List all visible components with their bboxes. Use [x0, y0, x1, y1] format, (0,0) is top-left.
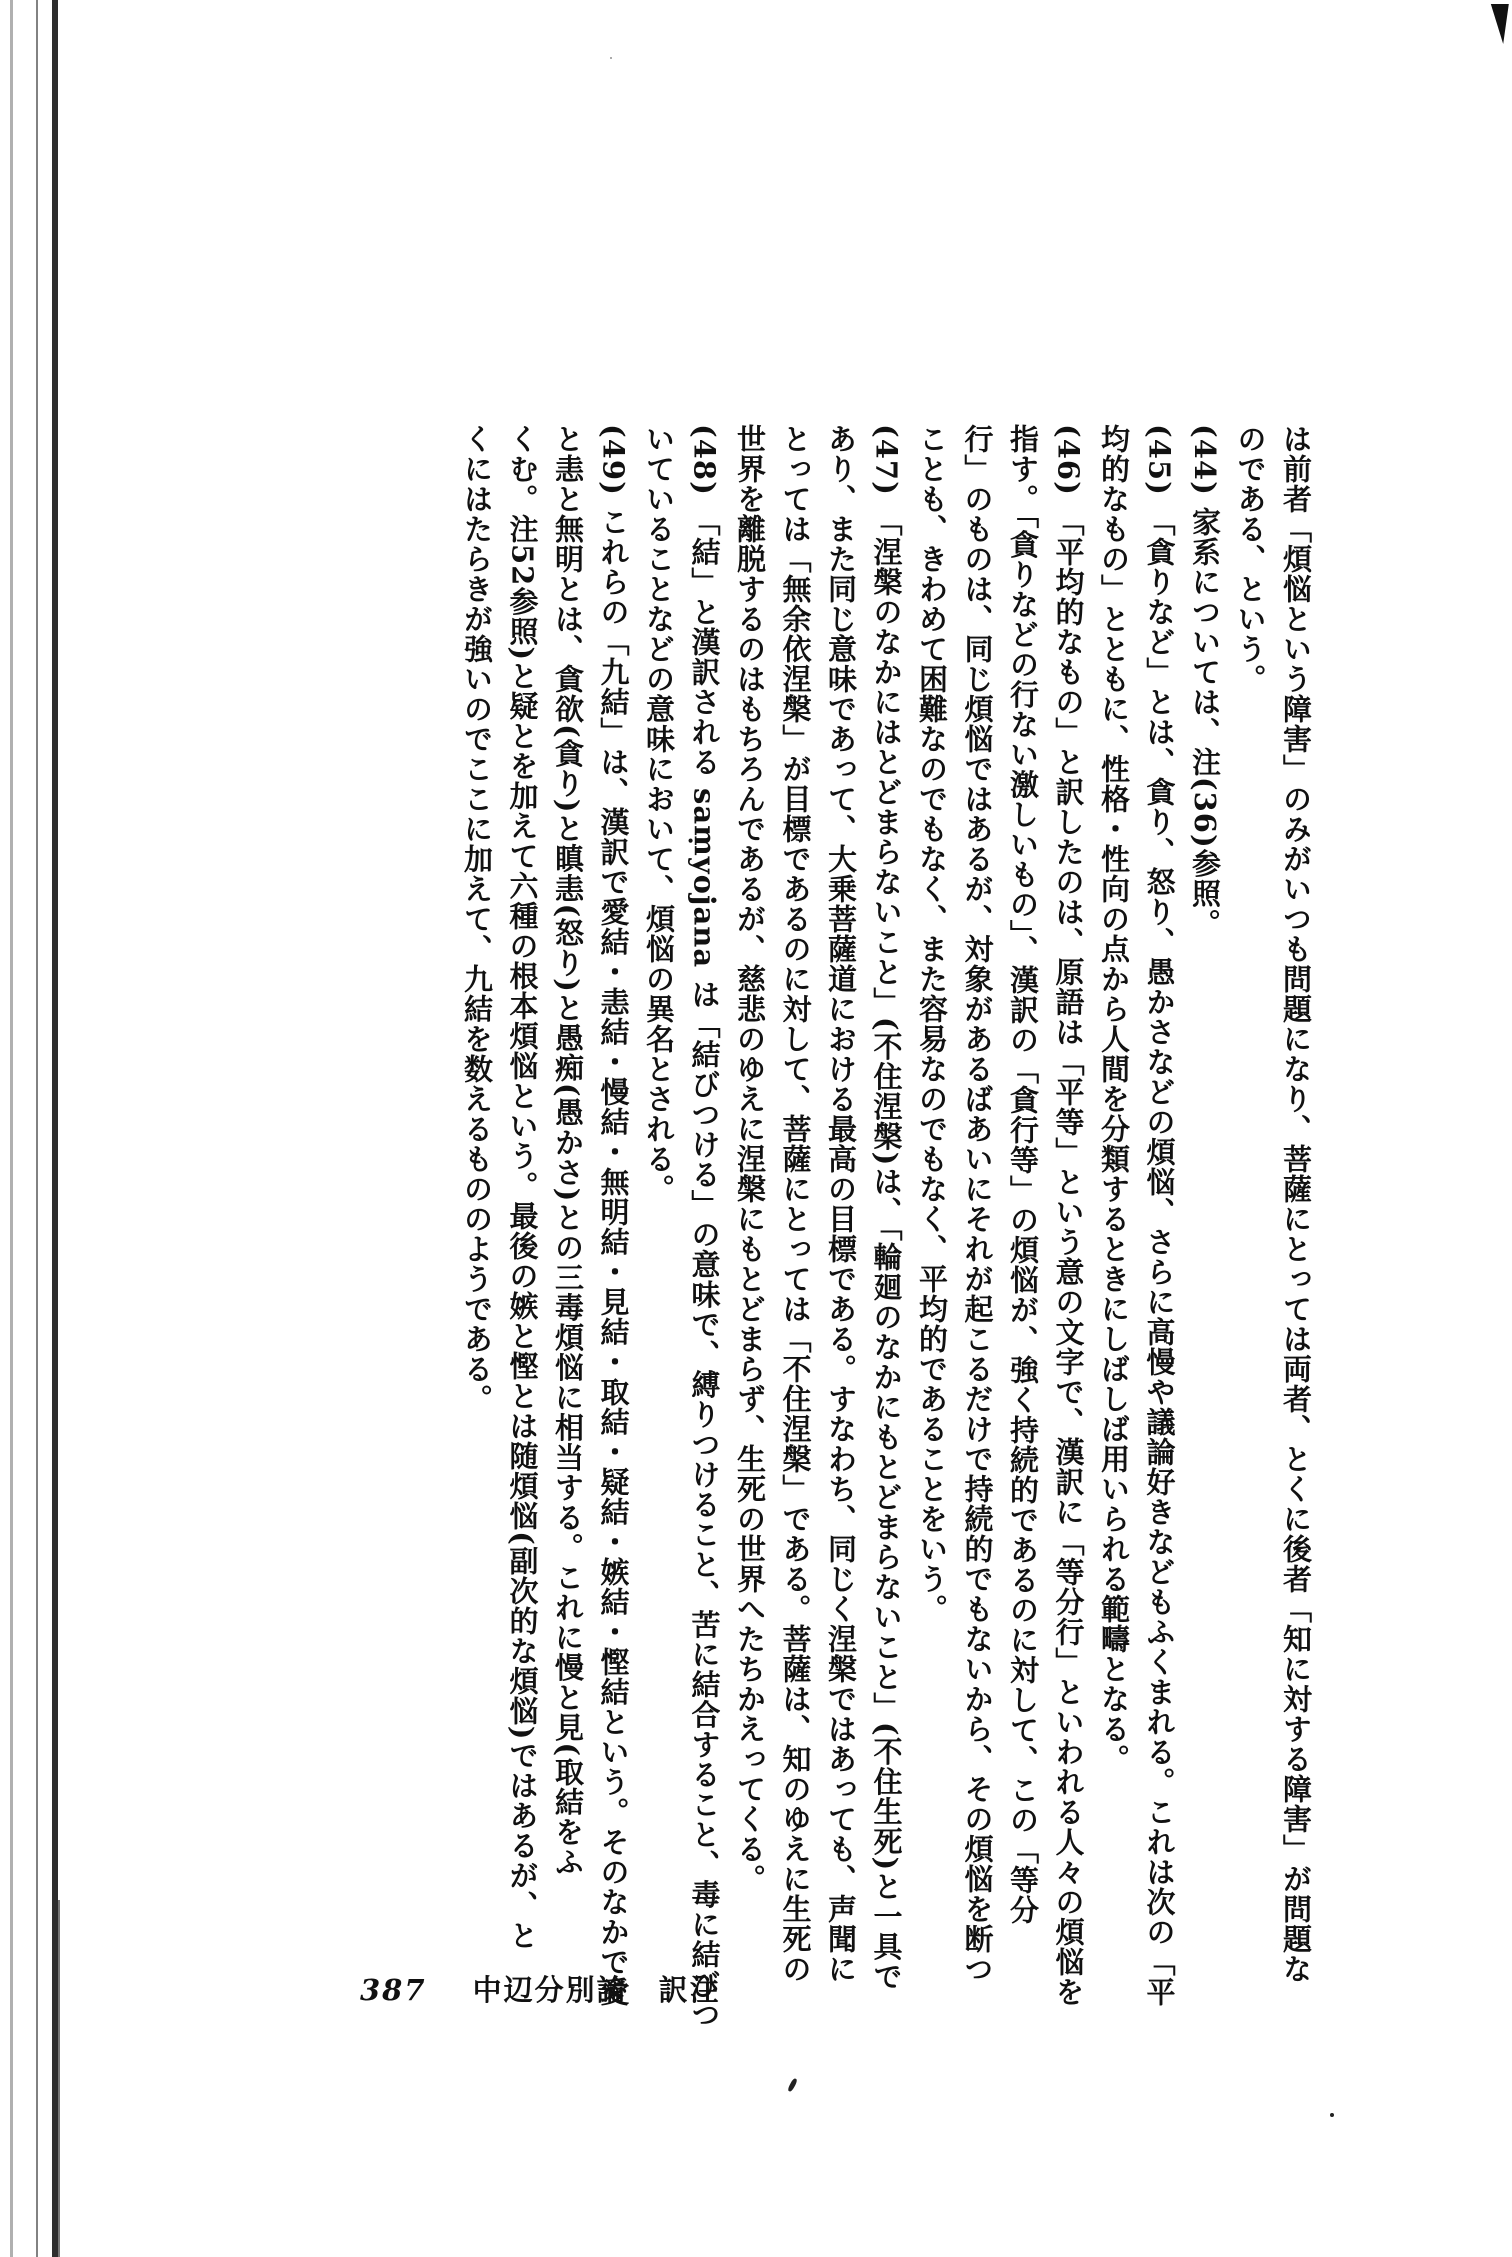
note-48-line: (48) 「結」と漢訳される saṃyojana は「結びつける」の意味で、縛りつけること、苦に結合すること、毒に結びつ: [687, 424, 722, 2030]
text-line: 世界を離脱するのはもちろんであるが、慈悲のゆえに涅槃にもとどまらず、生死の世界へたちかえってくる。: [733, 424, 767, 1894]
edge-line: [10, 0, 13, 2257]
text-line: のである、という。: [1233, 424, 1268, 694]
text-line: くむ。注52参照)と疑とを加えて六種の根本煩悩という。最後の嫉と慳とは随煩悩(副次的な煩悩)ではあるが、と: [505, 424, 540, 1951]
corner-mark: [1485, 4, 1509, 44]
text-line: ことも、きわめて困難なのでもなく、また容易なのでもなく、平均的であることをいう。: [915, 424, 949, 1624]
text-line: とっては「無余依涅槃」が目標であるのに対して、菩薩にとっては「不住涅槃」である。菩薩は、知のゆえに生死の: [778, 424, 813, 1984]
page-number: 387: [360, 1973, 427, 2007]
note-49-line: (49) これらの「九結」は、漢訳で愛結・恚結・慢結・無明結・見結・取結・疑結・嫉結・慳結という。そのなかで愛: [596, 424, 631, 2007]
note-47-line: (47) 「涅槃のなかにはとどまらないこと」(不住涅槃)は、「輪廻のなかにもとどまらないこと」(不住生死)と一具で: [869, 424, 904, 1992]
text-line: 均的なもの」とともに、性格・性向の点から人間を分類するときにしばしば用いられる範疇となる。: [1097, 424, 1131, 1774]
note-46-line: (46) 「平均的なもの」と訳したのは、原語は「平等」という意の文字で、漢訳に「等分行」といわれる人々の煩悩を: [1051, 424, 1086, 2007]
edge-line: [36, 0, 38, 2257]
ink-speck: [610, 57, 612, 59]
text-line: あり、また同じ意味であって、大乗菩薩道における最高の目標である。すなわち、同じく涅槃ではあっても、声聞に: [824, 424, 858, 1984]
page-footer: [360, 1968, 721, 2009]
text-line: くにはたらきが強いのでここに加えて、九結を数えるもののようである。: [460, 424, 494, 1414]
ink-speck: [1330, 2113, 1334, 2117]
ink-speck: [787, 2078, 798, 2093]
note-45-line: (45) 「貪りなど」とは、貪り、怒り、愚かさなどの煩悩、さらに高慢や議論好きなどもふくまれる。これは次の「平: [1142, 424, 1177, 2007]
running-title: 中辺分別論 訳注: [472, 1973, 721, 2007]
text-line: 行」のものは、同じ煩悩ではあるが、対象があるばあいにそれが起こるだけで持続的でもないから、その煩悩を断つ: [960, 424, 995, 1984]
text-line: 指す。「貪りなどの行ない激しいもの」、漢訳の「貪行等」の煩悩が、強く持続的であるのに対して、この「等分: [1006, 424, 1040, 1925]
binding-edge-shadow: [0, 0, 64, 2257]
text-line: と恚と無明とは、貪欲(貪り)と瞋恚(怒り)と愚痴(愚かさ)との三毒煩悩に相当する。これに慢と見(取結をふ: [551, 424, 585, 1878]
text-line: いていることなどの意味において、煩悩の異名とされる。: [642, 424, 676, 1204]
text-line: は前者「煩悩という障害」のみがいつも問題になり、菩薩にとっては両者、とくに後者「知に対する障害」が問題な: [1279, 424, 1313, 1984]
edge-line: [58, 1900, 60, 2257]
note-44-line: (44) 家系については、注(36)参照。: [1188, 424, 1222, 939]
